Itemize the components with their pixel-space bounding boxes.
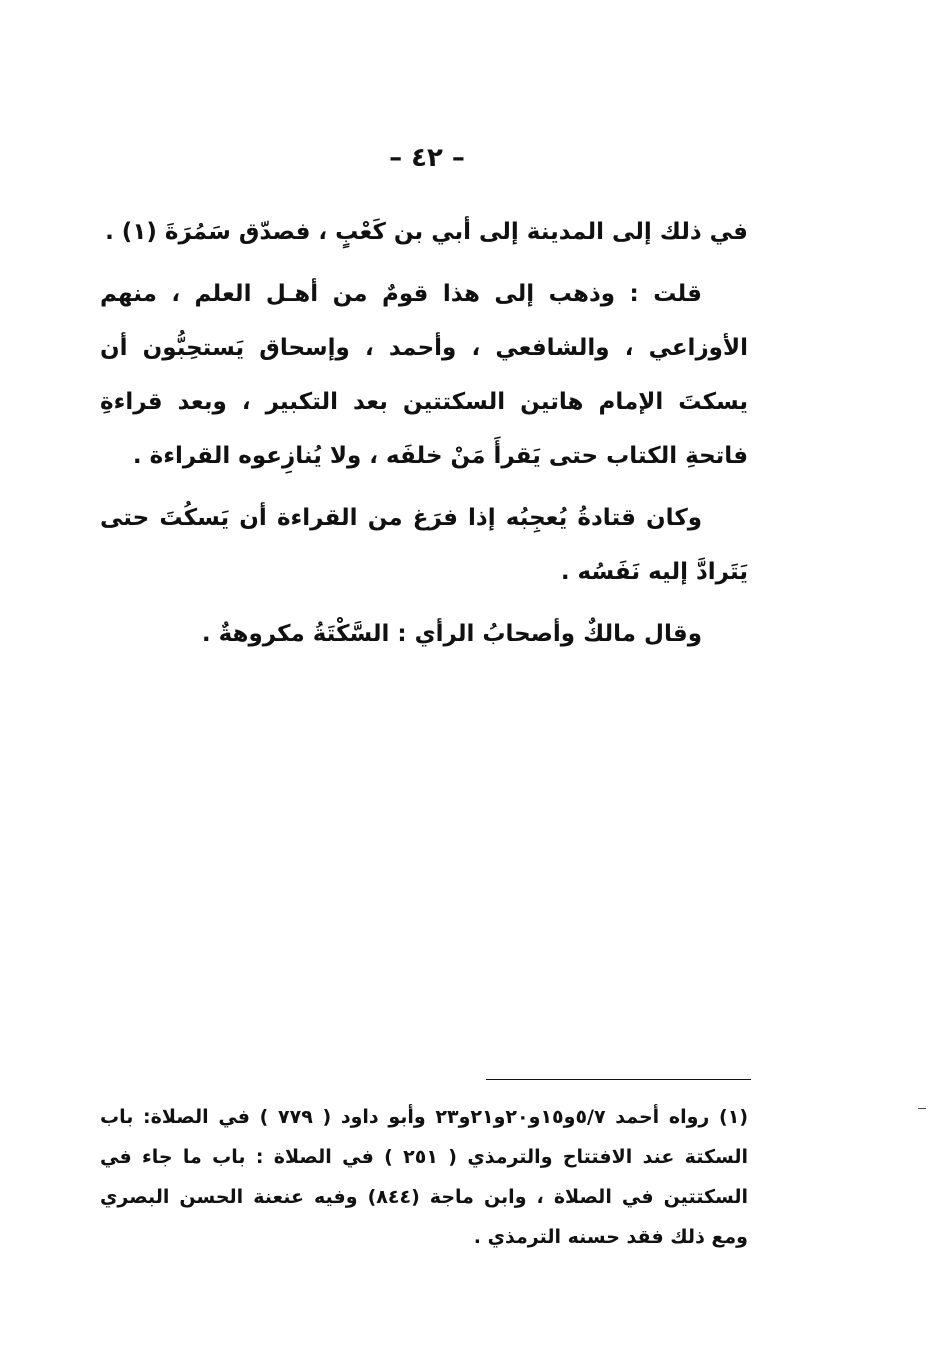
page-number: – ٤٢ –: [389, 143, 465, 173]
paragraph-malik: وقال مالكٌ وأصحابُ الرأي : السَّكْتَةُ مكروهةٌ .: [201, 621, 702, 647]
scan-edge-mark: [918, 1108, 926, 1109]
paragraph-qatada: وكان قتادةُ يُعجِبُه إذا فرَغ من القراءة أن يَسكُتَ حتى يَتَرادَّ إليه نَفَسُه .: [100, 505, 748, 585]
paragraph-continuation: في ذلك إلى المدينة إلى أبي بن كَعْبٍ ، فصدّق سَمُرَةَ (١) .: [105, 219, 748, 245]
paragraph-qultu: قلت : وذهب إلى هذا قومٌ من أهـل العلم ، منهم الأوزاعي ، والشافعي ، وأحمد ، وإسحاق يَستحِبُّون أن يسكتَ الإمام هاتين السكتتين بعد التكبير ، وبعد قراءةِ فاتحةِ الكتاب حتى يَقرأَ مَنْ خلفَه ، ولا يُنازِعوه القراءة .: [100, 281, 748, 469]
footnote: (١) رواه أحمد ٥/٧و١٥و٢٠و٢١و٢٣ وأبو داود ( ٧٧٩ ) في الصلاة: باب السكتة عند الافتتاح والترمذي ( ٢٥١ ) في الصلاة : باب ما جاء في السكتتين في الصلاة ، وابن ماجة (٨٤٤) وفيه عنعنة الحسن البصري ومع ذلك فقد حسنه الترمذي .: [100, 1106, 748, 1248]
footnote-separator: [486, 1079, 751, 1080]
main-text: [100, 205, 748, 669]
